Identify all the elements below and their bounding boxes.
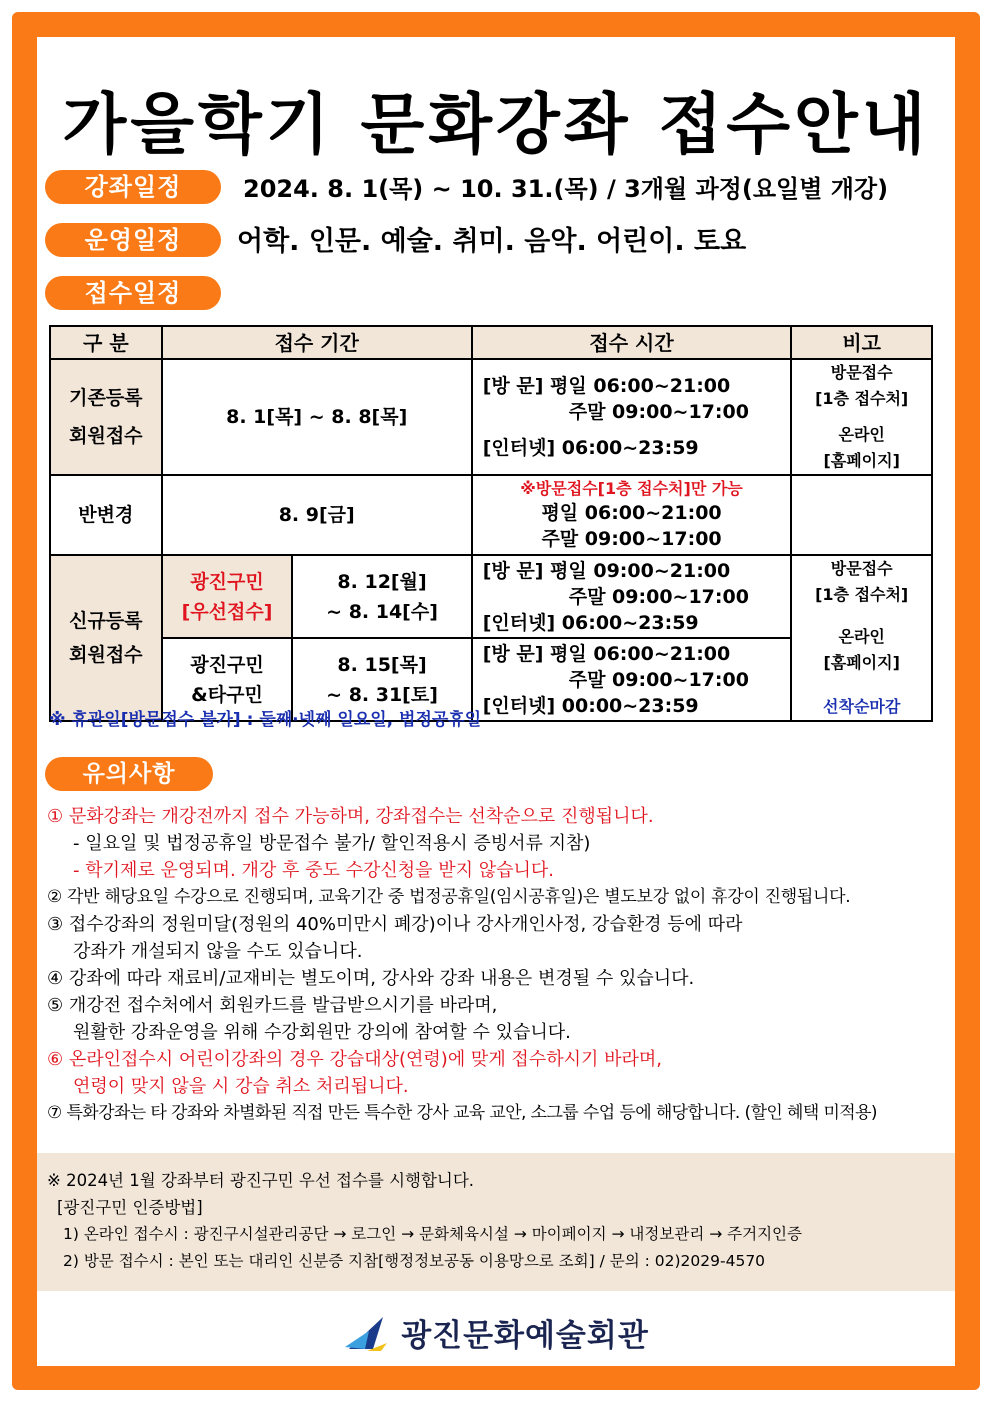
header-note: 비고 (791, 326, 932, 359)
new-note: 방문접수 [1층 접수처] 온라인 [홈페이지] 선착순마감 (791, 555, 932, 721)
change-note (791, 475, 932, 555)
list-item: ⑥ 온라인접수시 어린이강좌의 경우 강습대상(연령)에 맞게 접수하시기 바라며, (47, 1049, 662, 1070)
list-item: ③ 접수강좌의 정원미달(정원의 40%미만시 폐강)이나 강사개인사정, 강습환경 등에 따라 (47, 914, 743, 935)
priority-label: 광진구민 [우선접수] (162, 555, 293, 638)
list-item: ② 각반 해당요일 수강으로 진행되며, 교육기간 중 법정공휴일(임시공휴일)은 별도보강 없이 휴강이 진행됩니다. (47, 887, 851, 907)
list-item: 연령이 맞지 않을 시 강습 취소 처리됩니다. (73, 1076, 409, 1097)
notes-list (47, 803, 947, 1127)
header-period: 접수 기간 (162, 326, 472, 359)
footer (37, 1299, 955, 1366)
change-period: 8. 9[금] (162, 475, 472, 555)
header-category: 구 분 (50, 326, 162, 359)
course-schedule-value: 2024. 8. 1(목) ~ 10. 31.(목) / 3개월 과정(요일별 개강) (243, 175, 889, 203)
existing-note: 방문접수 [1층 접수처] 온라인 [홈페이지] (791, 359, 932, 475)
existing-category: 기존등록 회원접수 (50, 359, 162, 475)
registration-schedule-label: 접수일정 (45, 276, 221, 310)
list-item: ① 문화강좌는 개강전까지 접수 가능하며, 강좌접수는 선착순으로 진행됩니다. (47, 806, 654, 827)
holiday-notice: ※ 휴관일[방문접수 불가] : 둘째·넷째 일요일, 법정공휴일 (49, 710, 482, 730)
all-times: [방 문] 평일 06:00~21:00 주말 09:00~17:00 [인터넷] 00:00~23:59 (472, 638, 792, 721)
existing-times: [방 문] 평일 06:00~21:00 주말 09:00~17:00 [인터넷] 06:00~23:59 (472, 359, 792, 475)
operation-schedule-label: 운영일정 (45, 223, 221, 257)
registration-table (49, 325, 933, 722)
list-item: - 학기제로 운영되며. 개강 후 중도 수강신청을 받지 않습니다. (73, 860, 555, 881)
table-row-change (50, 475, 932, 555)
info-line: 1) 온라인 접수시 : 광진구시설관리공단 → 로그인 → 문화체육시설 → 마이페이지 → 내정보관리 → 주거지인증 (63, 1225, 802, 1243)
new-category: 신규등록 회원접수 (50, 555, 162, 721)
list-item: 원활한 강좌운영을 위해 수강회원만 강의에 참여할 수 있습니다. (73, 1022, 571, 1043)
page-title: 가을학기 문화강좌 접수안내 (62, 86, 930, 163)
list-item: ④ 강좌에 따라 재료비/교재비는 별도이며, 강사와 강좌 내용은 변경될 수 있습니다. (47, 968, 695, 989)
poster (37, 37, 955, 1366)
all-period: 8. 15[목] ~ 8. 31[토] (292, 638, 471, 721)
change-category: 반변경 (50, 475, 162, 555)
table-header-row (50, 326, 932, 359)
resident-info-box (37, 1153, 955, 1291)
course-schedule-label: 강좌일정 (45, 170, 221, 204)
list-item: - 일요일 및 법정공휴일 방문접수 불가/ 할인적용시 증빙서류 지참) (73, 833, 591, 854)
list-item: ⑤ 개강전 접수처에서 회원카드를 발급받으시기를 바라며, (47, 995, 498, 1016)
header-time: 접수 시간 (472, 326, 792, 359)
sail-logo-icon (343, 1313, 391, 1353)
info-line: 2) 방문 접수시 : 본인 또는 대리인 신분증 지참[행정정보공동 이용망으로 조회] / 문의 : 02)2029-4570 (63, 1252, 766, 1270)
org-name: 광진문화예술회관 (401, 1318, 649, 1354)
notes-label: 유의사항 (45, 757, 213, 791)
info-line: [광진구민 인증방법] (57, 1198, 203, 1217)
all-label: 광진구민 &타구민 (162, 638, 293, 721)
list-item: 강좌가 개설되지 않을 수도 있습니다. (73, 941, 363, 962)
info-line: ※ 2024년 1월 강좌부터 광진구민 우선 접수를 시행합니다. (47, 1171, 475, 1190)
list-item: ⑦ 특화강좌는 타 강좌와 차별화된 직접 만든 특수한 강사 교육 교안, 소그룹 수업 등에 해당합니다. (할인 혜택 미적용) (47, 1103, 877, 1123)
priority-times: [방 문] 평일 09:00~21:00 주말 09:00~17:00 [인터넷] 06:00~23:59 (472, 555, 792, 638)
table-row-new-priority (50, 555, 932, 638)
operation-schedule-value: 어학. 인문. 예술. 취미. 음악. 어린이. 토요 (237, 226, 747, 257)
priority-period: 8. 12[월] ~ 8. 14[수] (292, 555, 471, 638)
table-row-existing (50, 359, 932, 475)
change-times: ※방문접수[1층 접수처]만 가능 평일 06:00~21:00 주말 09:00~17:00 (472, 475, 792, 555)
existing-period: 8. 1[목] ~ 8. 8[목] (162, 359, 472, 475)
